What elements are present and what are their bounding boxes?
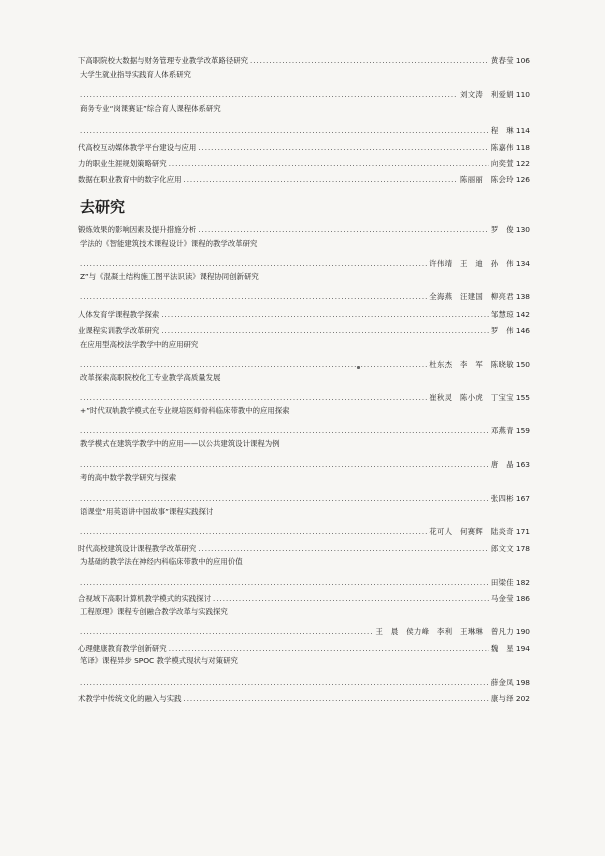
entry-title: 时代高校建筑设计课程教学改革研究	[78, 544, 197, 553]
entry-page: 130	[515, 225, 530, 234]
scan-speck	[357, 366, 360, 369]
entry-author: 马金莹	[490, 594, 514, 603]
entry-author: 罗 俊	[490, 225, 514, 234]
entry-author: 陈丽丽 陈会玲	[460, 175, 514, 184]
entry-title: 学法的《智能建筑技术课程设计》课程的教学改革研究	[80, 239, 258, 248]
entry-page: 186	[515, 594, 530, 603]
entry-title: 下高职院校大数据与财务管理专业教学改革路径研究	[78, 56, 248, 65]
entry-author: 全海燕 汪建国 柳亮君	[429, 292, 514, 301]
dot-leader	[183, 694, 488, 704]
toc-entry	[78, 139, 530, 153]
dot-leader	[161, 310, 489, 320]
toc-entry	[78, 255, 530, 269]
toc-entry	[78, 623, 530, 637]
entry-page: 163	[515, 460, 530, 469]
entry-page: 155	[515, 393, 530, 402]
toc-entry	[78, 690, 530, 704]
entry-author: 薛金凤	[490, 678, 514, 687]
entry-page: 134	[515, 259, 530, 268]
toc-entry	[78, 86, 530, 100]
entry-title: 为基础的教学法在神经内科临床带教中的应用价值	[80, 557, 243, 566]
entry-page: 138	[515, 292, 530, 301]
entry-author: 许伟靖 王 迪 孙 伟	[429, 259, 514, 268]
toc-entry	[78, 306, 530, 320]
dot-leader	[80, 494, 489, 504]
entry-author: 魏 星	[490, 644, 514, 653]
entry-page: 122	[515, 159, 530, 168]
entry-title: 语课堂“用英语讲中国故事”课程实践探讨	[80, 507, 214, 516]
toc-entry	[78, 171, 530, 185]
entry-title: 笔译》课程异步 SPOC 教学模式现状与对策研究	[80, 656, 238, 665]
entry-author: 张四彬	[490, 494, 514, 503]
entry-page: 110	[515, 90, 530, 99]
entry-title: 教学模式在建筑学教学中的应用——以公共建筑设计课程为例	[80, 439, 280, 448]
entry-title: 考的高中数学教学研究与探索	[80, 473, 177, 482]
entry-title: 力的职业生涯规划策略研究	[78, 159, 167, 168]
dot-leader	[198, 143, 489, 153]
dot-leader	[213, 594, 489, 604]
dot-leader	[80, 393, 427, 403]
toc-entry	[78, 52, 530, 66]
toc-entry	[78, 456, 530, 470]
dot-leader	[169, 159, 489, 169]
entry-author: 黄春莹	[490, 56, 514, 65]
entry-page: 202	[515, 694, 530, 703]
entry-author: 向奕萱	[490, 159, 514, 168]
entry-page: 126	[515, 175, 530, 184]
dot-leader	[80, 426, 489, 436]
dot-leader	[80, 527, 427, 537]
section-heading: 去研究	[80, 198, 126, 216]
dot-leader	[80, 578, 489, 588]
entry-page: 198	[515, 678, 530, 687]
dot-leader	[80, 292, 427, 302]
entry-title: 心理健康教育教学创新研究	[78, 644, 167, 653]
entry-title: 业课程实训教学改革研究	[78, 326, 160, 335]
dot-leader	[80, 126, 489, 136]
toc-entry	[78, 288, 530, 302]
entry-author: 田梁佳	[490, 578, 514, 587]
entry-title: 在应用型高校法学教学中的应用研究	[80, 340, 199, 349]
entry-page: 182	[515, 578, 530, 587]
toc-entry	[78, 122, 530, 136]
entry-title: 代高校互动媒体教学平台建设与应用	[78, 143, 197, 152]
dot-leader	[80, 627, 373, 637]
dot-leader	[169, 644, 489, 654]
toc-entry	[78, 540, 530, 554]
entry-page: 150	[515, 360, 530, 369]
entry-page: 167	[515, 494, 530, 503]
entry-title: 工程原理》课程专创融合教学改革与实践探究	[80, 607, 228, 616]
entry-title: 锻炼效果的影响因素及提升措施分析	[78, 225, 197, 234]
entry-title: 改革探索高职院校化工专业教学高质量发展	[80, 373, 221, 382]
toc-entry	[78, 640, 530, 654]
entry-page: 114	[515, 126, 530, 135]
entry-page: 146	[515, 326, 530, 335]
entry-page: 178	[515, 544, 530, 553]
toc-entry	[78, 674, 530, 688]
dot-leader	[198, 544, 489, 554]
entry-author: 花可人 何赛辉 陆炎奇	[429, 527, 514, 536]
entry-title: 数据在职业教育中的数字化应用	[78, 175, 182, 184]
entry-author: 刘文涛 利爱娟	[460, 90, 514, 99]
entry-title: 术教学中传统文化的融入与实践	[78, 694, 182, 703]
entry-title: 大学生就业指导实践育人体系研究	[80, 70, 191, 79]
toc-entry	[78, 356, 530, 370]
entry-author: 罗 伟	[490, 326, 514, 335]
entry-title: 合视域下高职计算机教学模式的实践探讨	[78, 594, 212, 603]
entry-page: 171	[515, 527, 530, 536]
entry-title: Z”与《混凝土结构施工图平法识读》课程协同创新研究	[80, 272, 259, 281]
dot-leader	[250, 56, 489, 66]
dot-leader	[80, 678, 489, 688]
entry-author: 王 晨 侯力峰 李利 王琳琳 曾凡力	[375, 627, 514, 636]
toc-entry	[78, 574, 530, 588]
entry-author: 杜东杰 李 军 陈晓敏	[429, 360, 514, 369]
entry-title: 商务专业“岗课赛证”综合育人课程体系研究	[80, 104, 221, 113]
dot-leader	[80, 90, 458, 100]
dot-leader	[80, 360, 427, 370]
toc-entry	[78, 221, 530, 235]
entry-title: +”时代双轨教学模式在专业规培医师骨科临床带教中的应用探索	[80, 406, 290, 415]
entry-author: 郎文文	[490, 544, 514, 553]
entry-author: 邓燕青	[490, 426, 514, 435]
entry-title: 人体发育学课程教学探索	[78, 310, 160, 319]
dot-leader	[183, 175, 458, 185]
toc-entry	[78, 389, 530, 403]
entry-page: 159	[515, 426, 530, 435]
dot-leader	[80, 460, 489, 470]
toc-entry	[78, 322, 530, 336]
dot-leader	[80, 259, 427, 269]
entry-page: 106	[515, 56, 530, 65]
entry-page: 142	[515, 310, 530, 319]
dot-leader	[198, 225, 489, 235]
toc-entry	[78, 490, 530, 504]
toc-entry	[78, 422, 530, 436]
entry-author: 邹慧琼	[490, 310, 514, 319]
entry-author: 崔秋灵 陈小虎 丁宝宝	[429, 393, 514, 402]
entry-page: 190	[515, 627, 530, 636]
toc-entry	[78, 523, 530, 537]
entry-page: 118	[515, 143, 530, 152]
dot-leader	[161, 326, 489, 336]
entry-page: 194	[515, 644, 530, 653]
entry-author: 陈嘉伟	[490, 143, 514, 152]
entry-author: 程 琳	[490, 126, 514, 135]
toc-entry	[78, 590, 530, 604]
entry-author: 唐 晶	[490, 460, 514, 469]
toc-entry	[78, 155, 530, 169]
entry-author: 康与绎	[490, 694, 514, 703]
